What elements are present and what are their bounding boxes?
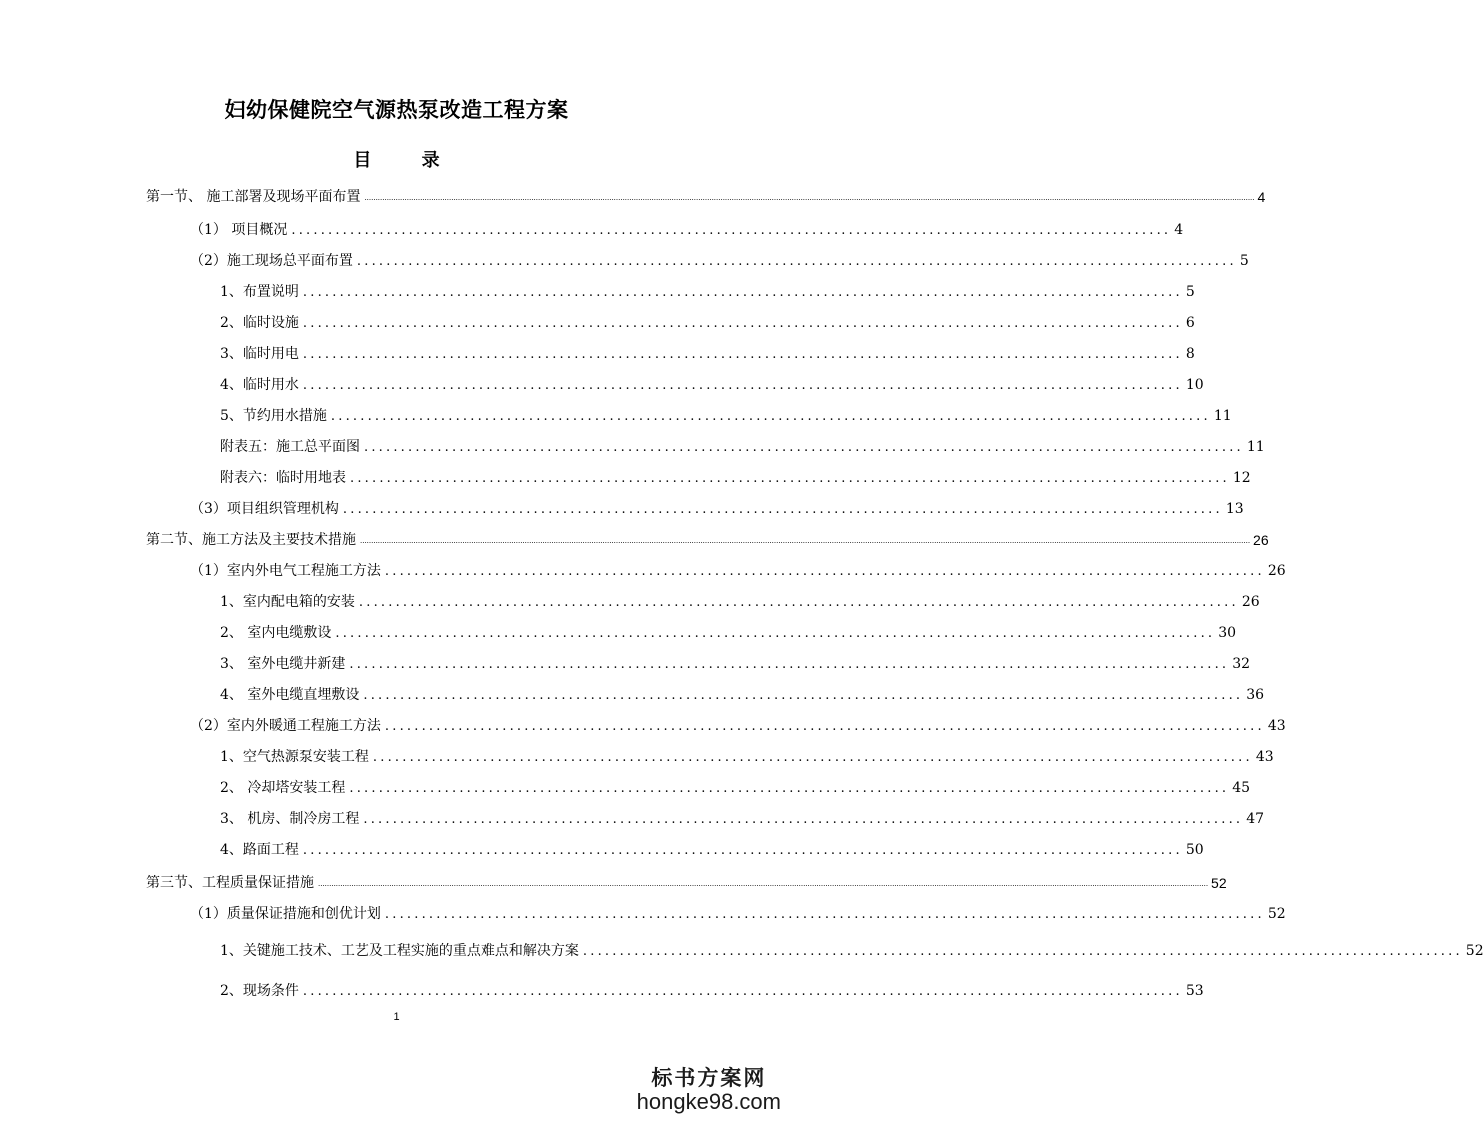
- toc-entry-page: 5: [1185, 284, 1195, 300]
- toc-entry-page: 43: [1255, 749, 1274, 765]
- toc-entry-label: 2、临时设施: [220, 315, 299, 331]
- toc-section-entry[interactable]: [146, 872, 1227, 894]
- toc-entry-label: （1）室内外电气工程施工方法: [190, 563, 381, 579]
- toc-dot-leader: ........................................................................................................................: [349, 657, 1230, 672]
- toc-entry-page: 4: [1174, 222, 1184, 238]
- toc-entry-label: （2）室内外暖通工程施工方法: [190, 718, 381, 734]
- toc-dot-leader: ........................................................................................................................: [302, 378, 1183, 393]
- toc-entry-label: （3）项目组织管理机构: [190, 501, 339, 517]
- toc-dot-leader: ........................................................................................................................: [302, 984, 1183, 999]
- toc-entry-page: 47: [1246, 811, 1265, 827]
- toc-entry-label: 4、路面工程: [220, 842, 299, 858]
- toc-entry-label: 1、室内配电箱的安装: [220, 594, 355, 610]
- toc-entry[interactable]: [220, 312, 1195, 334]
- toc-entry-page: 8: [1185, 346, 1195, 362]
- toc-entry[interactable]: [220, 374, 1204, 396]
- toc-entry[interactable]: [220, 808, 1265, 830]
- toc-entry[interactable]: [220, 622, 1237, 644]
- page-number: 1: [393, 1011, 400, 1023]
- toc-entry-page: 50: [1185, 842, 1204, 858]
- toc-entry-page: 52: [1465, 943, 1484, 959]
- toc-dot-leader: ........................................................................................................................: [302, 316, 1183, 331]
- toc-entry-page: 45: [1232, 780, 1251, 796]
- toc-entry-page: 5: [1239, 253, 1249, 269]
- toc-entry[interactable]: [220, 746, 1274, 768]
- toc-entry-page: 13: [1225, 501, 1244, 517]
- toc-entry[interactable]: [190, 498, 1244, 520]
- toc-entry[interactable]: [220, 684, 1265, 706]
- toc-entry-label: 附表五：施工总平面图: [220, 439, 360, 455]
- toc-dot-leader: ........................................................................................................................: [356, 254, 1237, 269]
- toc-entry-page: 43: [1267, 718, 1286, 734]
- toc-dot-leader: ........................................................................................................................: [364, 440, 1244, 455]
- toc-entry[interactable]: [220, 281, 1195, 303]
- toc-entry-label: 2、现场条件: [220, 983, 299, 999]
- toc-entry-label: 4、临时用水: [220, 377, 299, 393]
- toc-entry-label: 2、 冷却塔安装工程: [220, 780, 346, 796]
- toc-entry[interactable]: [220, 591, 1260, 613]
- toc-dot-leader: ........................................................................................................................: [342, 502, 1223, 517]
- toc-entry-label: 1、布置说明: [220, 284, 299, 300]
- toc-entry-page: 26: [1241, 594, 1260, 610]
- toc-entry[interactable]: [220, 980, 1204, 1002]
- toc-entry-page: 11: [1246, 439, 1265, 455]
- toc-entry[interactable]: [190, 903, 1286, 925]
- toc-entry[interactable]: [190, 250, 1249, 272]
- toc-entry-label: 第一节、 施工部署及现场平面布置: [146, 189, 361, 205]
- toc-dot-leader: ........................................................................................................................: [350, 471, 1230, 486]
- toc-entry-label: 3、临时用电: [220, 346, 299, 362]
- toc-dot-leader: ........................................................................................................................: [335, 626, 1216, 641]
- toc-entry-page: 12: [1232, 470, 1251, 486]
- toc-dot-leader: ........................................................................................................................: [363, 688, 1244, 703]
- toc-dot-leader: ........................................................................................................................: [363, 812, 1244, 827]
- toc-entry-page: 36: [1246, 687, 1265, 703]
- toc-entry[interactable]: [190, 219, 1184, 241]
- toc-dot-leader: ........................................................................................................................: [384, 564, 1265, 579]
- toc-entry[interactable]: [190, 560, 1286, 582]
- toc-dot-leader: ........................................................................................................................: [349, 781, 1230, 796]
- toc-dot-leader: ........................................................................................................................: [302, 347, 1183, 362]
- toc-dot-leader: ........................................................................................................................: [582, 944, 1463, 959]
- toc-entry[interactable]: [220, 839, 1204, 861]
- toc-entry-label: 1、关键施工技术、工艺及工程实施的重点难点和解决方案: [220, 943, 579, 959]
- toc-entry[interactable]: [220, 940, 1484, 962]
- toc-entry-label: 1、空气热源泵安装工程: [220, 749, 369, 765]
- toc-entry-label: （2）施工现场总平面布置: [190, 253, 353, 269]
- toc-entry[interactable]: [220, 436, 1265, 458]
- toc-entry[interactable]: [220, 467, 1251, 489]
- toc-entry[interactable]: [220, 777, 1251, 799]
- toc-entry-page: 6: [1185, 315, 1195, 331]
- toc-entry-label: 第二节、施工方法及主要技术措施: [146, 532, 356, 548]
- toc-entry-label: （1）质量保证措施和创优计划: [190, 906, 381, 922]
- toc-entry-label: 2、 室内电缆敷设: [220, 625, 332, 641]
- toc-section-entry[interactable]: [146, 186, 1266, 208]
- toc-entry-page: 52: [1211, 875, 1227, 891]
- toc-entry[interactable]: [220, 405, 1232, 427]
- toc-entry-page: 30: [1218, 625, 1237, 641]
- toc-entry-label: 附表六：临时用地表: [220, 470, 346, 486]
- toc-entry-label: 5、节约用水措施: [220, 408, 327, 424]
- toc-entry[interactable]: [220, 653, 1251, 675]
- toc-dot-leader: ........................................................................................................................: [384, 907, 1265, 922]
- toc-dot-leader: ........................................................................................................................: [372, 750, 1253, 765]
- watermark-site-url: hongke98.com: [636, 1089, 781, 1114]
- toc-heading: 目 录: [353, 150, 462, 171]
- toc-entry-label: 第三节、工程质量保证措施: [146, 875, 314, 891]
- toc-dot-leader: ........................................................................................................................: [358, 595, 1239, 610]
- toc-dot-leader: ........................................................................................................................: [302, 285, 1183, 300]
- toc-entry-label: 3、 机房、制冷房工程: [220, 811, 360, 827]
- toc-dot-leader: ................................................................................................................................................................................................................................................................................................................................................................................................................: [360, 537, 1251, 545]
- toc-entry-page: 10: [1185, 377, 1204, 393]
- toc-entry-page: 26: [1267, 563, 1286, 579]
- toc-entry-page: 32: [1232, 656, 1251, 672]
- site-watermark: [637, 1066, 781, 1114]
- watermark-site-name: 标书方案网: [651, 1065, 767, 1090]
- toc-entry-page: 11: [1213, 408, 1232, 424]
- toc-entry-page: 4: [1257, 189, 1266, 205]
- toc-entry-page: 53: [1185, 983, 1204, 999]
- toc-entry-label: 4、 室外电缆直埋敷设: [220, 687, 360, 703]
- toc-entry-label: （1） 项目概况: [190, 222, 288, 238]
- toc-entry[interactable]: [190, 715, 1286, 737]
- toc-dot-leader: ........................................................................................................................: [384, 719, 1265, 734]
- toc-section-entry[interactable]: [146, 529, 1269, 551]
- toc-dot-leader: ........................................................................................................................: [302, 843, 1183, 858]
- document-title: 妇幼保健院空气源热泵改造工程方案: [224, 97, 569, 122]
- toc-entry-page: 52: [1267, 906, 1286, 922]
- toc-dot-leader: ........................................................................................................................: [291, 223, 1172, 238]
- toc-entry-page: 26: [1253, 532, 1269, 548]
- toc-entry-label: 3、 室外电缆井新建: [220, 656, 346, 672]
- toc-dot-leader: ................................................................................................................................................................................................................................................................................................................................................................................................................: [364, 194, 1255, 202]
- toc-dot-leader: ................................................................................................................................................................................................................................................................................................................................................................................................................: [318, 880, 1209, 888]
- toc-dot-leader: ........................................................................................................................: [330, 409, 1211, 424]
- toc-entry[interactable]: [220, 343, 1195, 365]
